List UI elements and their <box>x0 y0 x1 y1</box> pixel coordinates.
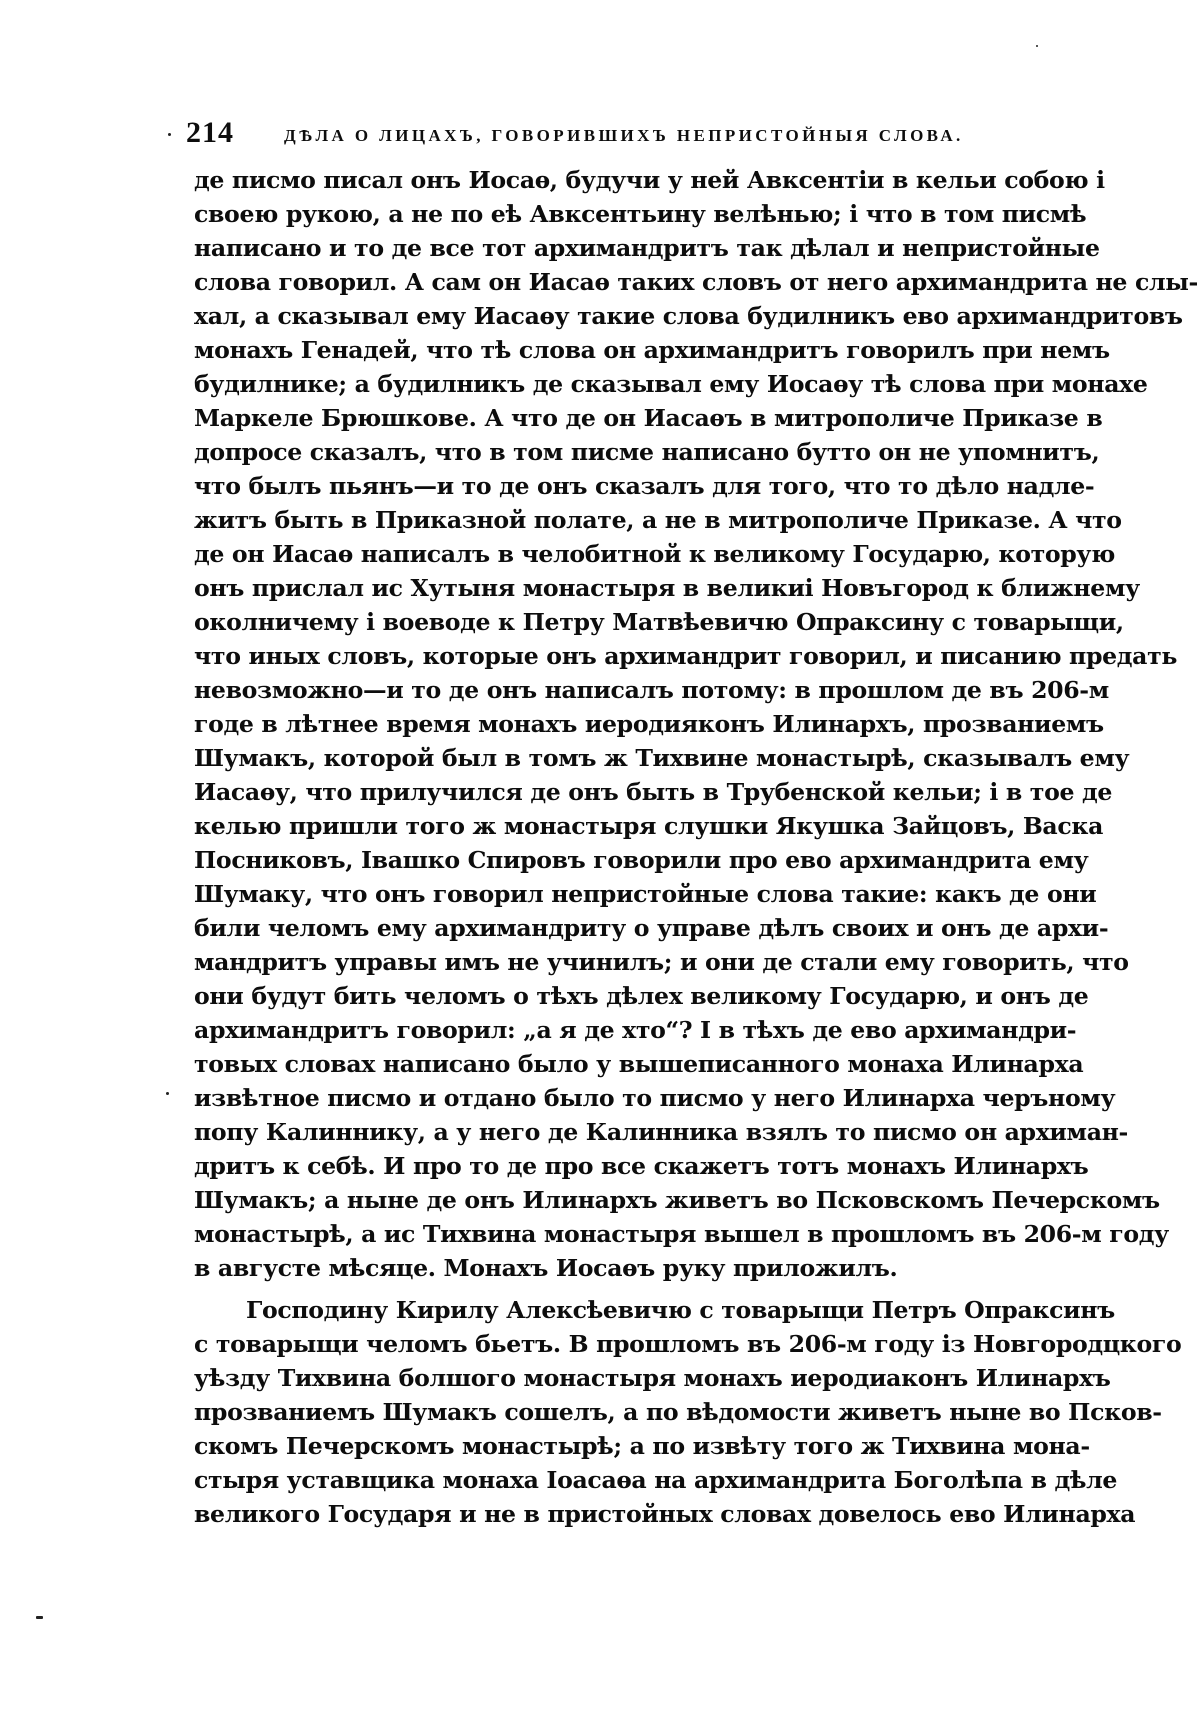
scan-speck <box>36 1616 43 1619</box>
running-title: ДѢЛА О ЛИЦАХЪ, ГОВОРИВШИХЪ НЕПРИСТОЙНЫЯ СЛОВА. <box>284 126 964 145</box>
text-line: своею рукою, а не по еѣ Авксентьину велѣнью; i что в том писмѣ <box>194 200 1087 228</box>
text-line: они будут бить челомъ о тѣхъ дѣлех великому Государю, и онъ де <box>194 982 1089 1010</box>
text-line: что иных словъ, которые онъ архимандрит говорил, и писанию предать <box>194 642 1177 670</box>
text-line: архимандритъ говорил: „а я де хто“? І в тѣхъ де ево архимандри- <box>194 1016 1077 1044</box>
text-line: били челомъ ему архимандриту о управе дѣлъ своих и онъ де архи- <box>194 914 1109 942</box>
text-line: Шумакъ, которой был в томъ ж Тихвине монастырѣ, сказывалъ ему <box>194 744 1130 772</box>
text-line: мандритъ управы имъ не учинилъ; и они де стали ему говорить, что <box>194 948 1129 976</box>
text-line: Маркеле Брюшкове. А что де он Иасаѳъ в митрополиче Приказе в <box>194 404 1103 432</box>
text-line: Господину Кирилу Алексѣевичю с товарыщи Петръ Опраксинъ <box>246 1296 1115 1324</box>
text-line: околничему i воеводе к Петру Матвѣевичю Опраксину с товарыщи, <box>194 608 1124 636</box>
text-line: товых словах написано было у вышеписанного монаха Илинарха <box>194 1050 1084 1078</box>
text-line: Шумакъ; а ныне де онъ Илинархъ живетъ во Псковскомъ Печерскомъ <box>194 1186 1160 1214</box>
text-line: Шумаку, что онъ говорил непристойные слова такие: какъ де они <box>194 880 1097 908</box>
text-line: монахъ Генадей, что тѣ слова он архимандритъ говорилъ при немъ <box>194 336 1110 364</box>
scan-speck <box>166 1092 169 1095</box>
text-line: Посниковъ, Івашко Спировъ говорили про ево архимандрита ему <box>194 846 1089 874</box>
text-line: онъ прислал ис Хутыня монастыря в великиi Новъгород к ближнему <box>194 574 1140 602</box>
text-line: уѣзду Тихвина болшого монастыря монахъ иеродиаконъ Илинархъ <box>194 1364 1111 1392</box>
text-line: великого Государя и не в пристойных словах довелось ево Илинарха <box>194 1500 1136 1528</box>
text-line: что былъ пьянъ—и то де онъ сказалъ для того, что то дѣло надле- <box>194 472 1095 500</box>
text-line: в августе мѣсяце. Монахъ Иосаѳъ руку приложилъ. <box>194 1254 898 1282</box>
paragraph-gap <box>194 1285 1022 1293</box>
text-line: монастырѣ, а ис Тихвина монастыря вышел в прошломъ въ 206-м году <box>194 1220 1169 1248</box>
paragraph <box>194 1293 1182 1531</box>
text-line: будилнике; а будилникъ де сказывал ему Иосаѳу тѣ слова при монахе <box>194 370 1148 398</box>
body-text <box>194 163 1198 1531</box>
text-line: прозваниемъ Шумакъ сошелъ, а по вѣдомости живетъ ныне во Псков- <box>194 1398 1162 1426</box>
text-line: келью пришли того ж монастыря слушки Якушка Зайцовъ, Васка <box>194 812 1104 840</box>
text-line: житъ быть в Приказной полате, а не в митрополиче Приказе. А что <box>194 506 1122 534</box>
text-line: допросе сказалъ, что в том писме написано бутто он не упомнитъ, <box>194 438 1100 466</box>
text-line: невозможно—и то де онъ написалъ потому: в прошлом де въ 206-м <box>194 676 1109 704</box>
paragraph <box>194 163 1198 1285</box>
page-number: 214 <box>186 116 234 149</box>
scan-speck <box>1036 45 1038 47</box>
text-line: стыря уставщика монаха Іоасаѳа на архимандрита Боголѣпа в дѣле <box>194 1466 1118 1494</box>
page-header <box>186 116 1016 150</box>
text-line: скомъ Печерскомъ монастырѣ; а по извѣту того ж Тихвина мона- <box>194 1432 1090 1460</box>
text-line: извѣтное писмо и отдано было то писмо у него Илинарха черъному <box>194 1084 1116 1112</box>
text-line: попу Калиннику, а у него де Калинника взялъ то писмо он архиман- <box>194 1118 1128 1146</box>
text-line: дритъ к себѣ. И про то де про все скажетъ тотъ монахъ Илинархъ <box>194 1152 1089 1180</box>
text-line: годе в лѣтнее время монахъ иеродияконъ Илинархъ, прозваниемъ <box>194 710 1104 738</box>
text-line: де писмо писал онъ Иосаѳ, будучи у ней Авксентiи в кельи собою i <box>194 166 1105 194</box>
scan-speck <box>168 133 171 136</box>
text-line: с товарыщи челомъ бьетъ. В прошломъ въ 206-м году із Новгородцкого <box>194 1330 1182 1358</box>
text-line: де он Иасаѳ написалъ в челобитной к великому Государю, которую <box>194 540 1116 568</box>
text-line: Иасаѳу, что прилучился де онъ быть в Трубенской кельи; i в тое де <box>194 778 1113 806</box>
text-line: хал, а сказывал ему Иасаѳу такие слова будилникъ ево архимандритовъ <box>194 302 1183 330</box>
text-line: написано и то де все тот архимандритъ так дѣлал и непристойные <box>194 234 1100 262</box>
text-line: слова говорил. А сам он Иасаѳ таких словъ от него архимандрита не слы- <box>194 268 1198 296</box>
